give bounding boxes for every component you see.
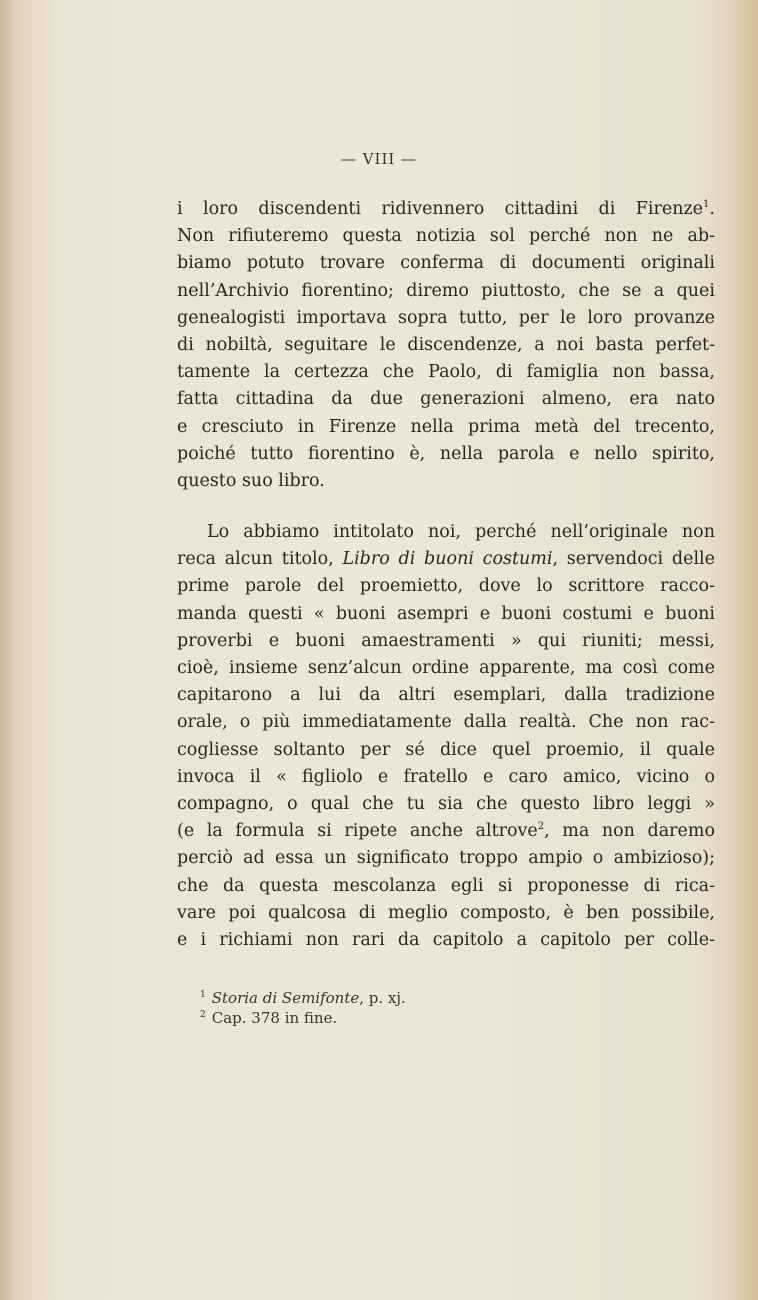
text-line: Lo abbiamo intitolato noi, perché nell’originale non <box>207 522 715 542</box>
text-line: poiché tutto fiorentino è, nella parola e nello spirito, <box>177 443 715 464</box>
paragraph-2 <box>177 519 715 954</box>
text-line: cogliesse soltanto per sé dice quel proemio, il quale <box>177 739 715 760</box>
text-line: i loro discendenti ridivennero cittadini di Firenze$^1$. <box>177 199 715 219</box>
footnote-ref: 1 <box>703 199 710 211</box>
page-edge-right <box>734 0 758 1300</box>
text-line: orale, o più immediatamente dalla realtà. Che non rac- <box>177 712 715 733</box>
text-line: che da questa mescolanza egli si proponesse di rica- <box>177 875 715 896</box>
book-title: Libro di buoni costumi <box>342 549 553 570</box>
text-line: compagno, o qual che tu sia che questo libro leggi » <box>177 794 715 815</box>
text-line: biamo potuto trovare conferma di documenti originali <box>177 253 715 274</box>
text-line: Non rifiuteremo questa notizia sol perché non ne ab- <box>177 226 715 247</box>
footnote-ref: 2 <box>537 821 545 833</box>
text-line: di nobiltà, seguitare le discendenze, a noi basta perfet- <box>177 335 715 356</box>
text-line: e i richiami non rari da capitolo a capitolo per colle- <box>177 930 715 951</box>
text-line: perciò ad essa un significato troppo ampio o ambizioso); <box>177 848 715 869</box>
paragraph-1 <box>177 196 715 495</box>
page-header: — VIII — <box>340 150 418 168</box>
text-line: proverbi e buoni amaestramenti » qui riuniti; messi, <box>177 630 715 651</box>
footnote: $^1$ Storia di Semifonte, p. xj. <box>200 989 406 1007</box>
footnotes <box>200 988 600 1028</box>
text-line: manda questi « buoni asempri e buoni costumi e buoni <box>177 603 715 624</box>
footnote: $^2$ Cap. 378 in fine. <box>200 1009 338 1027</box>
text-line: e cresciuto in Firenze nella prima metà del trecento, <box>177 416 715 437</box>
page-edge-left <box>0 0 14 1300</box>
text-line: reca alcun titolo, Libro di buoni costumi, servendoci delle <box>177 549 715 570</box>
text-line: cioè, insieme senz’alcun ordine apparente, ma così come <box>177 658 715 679</box>
text-line: genealogisti importava sopra tutto, per le loro provanze <box>177 307 715 328</box>
text-line: capitarono a lui da altri esemplari, dalla tradizione <box>177 685 715 706</box>
text-line: questo suo libro. <box>177 471 325 492</box>
text-line: nell’Archivio fiorentino; diremo piuttosto, che se a quei <box>177 280 715 301</box>
text-line: prime parole del proemietto, dove lo scrittore racco- <box>177 576 715 597</box>
text-line: (e la formula si ripete anche altrove$^2$, ma non daremo <box>177 821 715 842</box>
text-line: tamente la certezza che Paolo, di famiglia non bassa, <box>177 362 715 383</box>
text-line: fatta cittadina da due generazioni almeno, era nato <box>177 389 715 410</box>
text-line: vare poi qualcosa di meglio composto, è ben possibile, <box>177 902 715 923</box>
text-line: invoca il « figliolo e fratello e caro amico, vicino o <box>177 766 715 787</box>
